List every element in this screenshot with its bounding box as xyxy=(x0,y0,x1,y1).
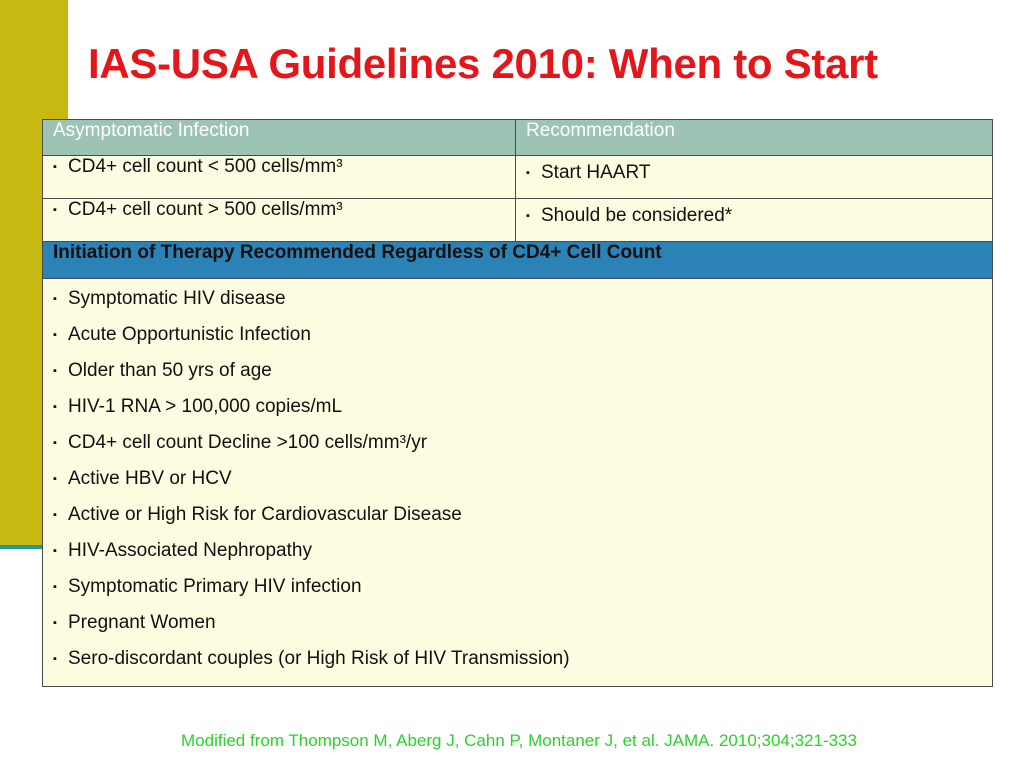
bullet-icon: ▪ xyxy=(53,545,57,557)
bullet-icon: ▪ xyxy=(53,581,57,593)
list-item-text: Sero-discordant couples (or High Risk of HIV Transmission) xyxy=(68,648,570,669)
section-list-row xyxy=(43,279,993,687)
bullet-icon: ▪ xyxy=(53,473,57,485)
table-header-row xyxy=(43,120,993,156)
bullet-icon: ▪ xyxy=(53,653,57,665)
list-item-text: Active or High Risk for Cardiovascular Disease xyxy=(68,504,462,525)
list-item-text: Symptomatic HIV disease xyxy=(68,288,286,309)
bullet-icon: ▪ xyxy=(53,437,57,449)
list-item xyxy=(53,610,982,646)
list-item xyxy=(53,646,982,682)
condition-cell xyxy=(43,156,516,199)
list-item xyxy=(53,394,982,430)
list-item-text: Active HBV or HCV xyxy=(68,468,232,489)
list-item-text: CD4+ cell count Decline >100 cells/mm³/yr xyxy=(68,432,428,453)
list-item xyxy=(53,538,982,574)
guidelines-table xyxy=(42,119,993,687)
list-item xyxy=(53,322,982,358)
bullet-icon: ▪ xyxy=(53,509,57,521)
list-item xyxy=(53,466,982,502)
list-item-text: Symptomatic Primary HIV infection xyxy=(68,576,362,597)
column-header-recommendation: Recommendation xyxy=(516,120,993,156)
list-item-text: HIV-1 RNA > 100,000 copies/mL xyxy=(68,396,343,417)
list-item xyxy=(53,286,982,322)
bullet-icon: ▪ xyxy=(53,401,57,413)
indications-list xyxy=(53,286,982,682)
condition-cell xyxy=(43,199,516,242)
list-item-text: Older than 50 yrs of age xyxy=(68,360,272,381)
condition-text: CD4+ cell count < 500 cells/mm³ xyxy=(68,156,343,177)
recommendation-text: Should be considered* xyxy=(541,205,733,226)
recommendation-cell xyxy=(516,156,993,199)
bullet-icon: ▪ xyxy=(526,210,530,222)
recommendation-text: Start HAART xyxy=(541,162,651,183)
column-header-asymptomatic: Asymptomatic Infection xyxy=(43,120,516,156)
slide-title: IAS-USA Guidelines 2010: When to Start xyxy=(88,40,878,87)
table-row xyxy=(43,199,993,242)
condition-text: CD4+ cell count > 500 cells/mm³ xyxy=(68,199,343,220)
section-heading: Initiation of Therapy Recommended Regardless of CD4+ Cell Count xyxy=(43,242,993,279)
bullet-icon: ▪ xyxy=(53,204,57,216)
section-heading-row xyxy=(43,242,993,279)
list-item-text: HIV-Associated Nephropathy xyxy=(68,540,312,561)
bullet-icon: ▪ xyxy=(53,161,57,173)
table-row xyxy=(43,156,993,199)
list-item xyxy=(53,574,982,610)
citation-footnote: Modified from Thompson M, Aberg J, Cahn P, Montaner J, et al. JAMA. 2010;304;321-333 xyxy=(181,731,857,750)
section-list-cell xyxy=(43,279,993,687)
bullet-icon: ▪ xyxy=(53,365,57,377)
list-item-text: Pregnant Women xyxy=(68,612,216,633)
list-item xyxy=(53,502,982,538)
bullet-icon: ▪ xyxy=(526,167,530,179)
bullet-icon: ▪ xyxy=(53,293,57,305)
bullet-icon: ▪ xyxy=(53,329,57,341)
list-item xyxy=(53,430,982,466)
recommendation-cell xyxy=(516,199,993,242)
bullet-icon: ▪ xyxy=(53,617,57,629)
list-item-text: Acute Opportunistic Infection xyxy=(68,324,311,345)
list-item xyxy=(53,358,982,394)
